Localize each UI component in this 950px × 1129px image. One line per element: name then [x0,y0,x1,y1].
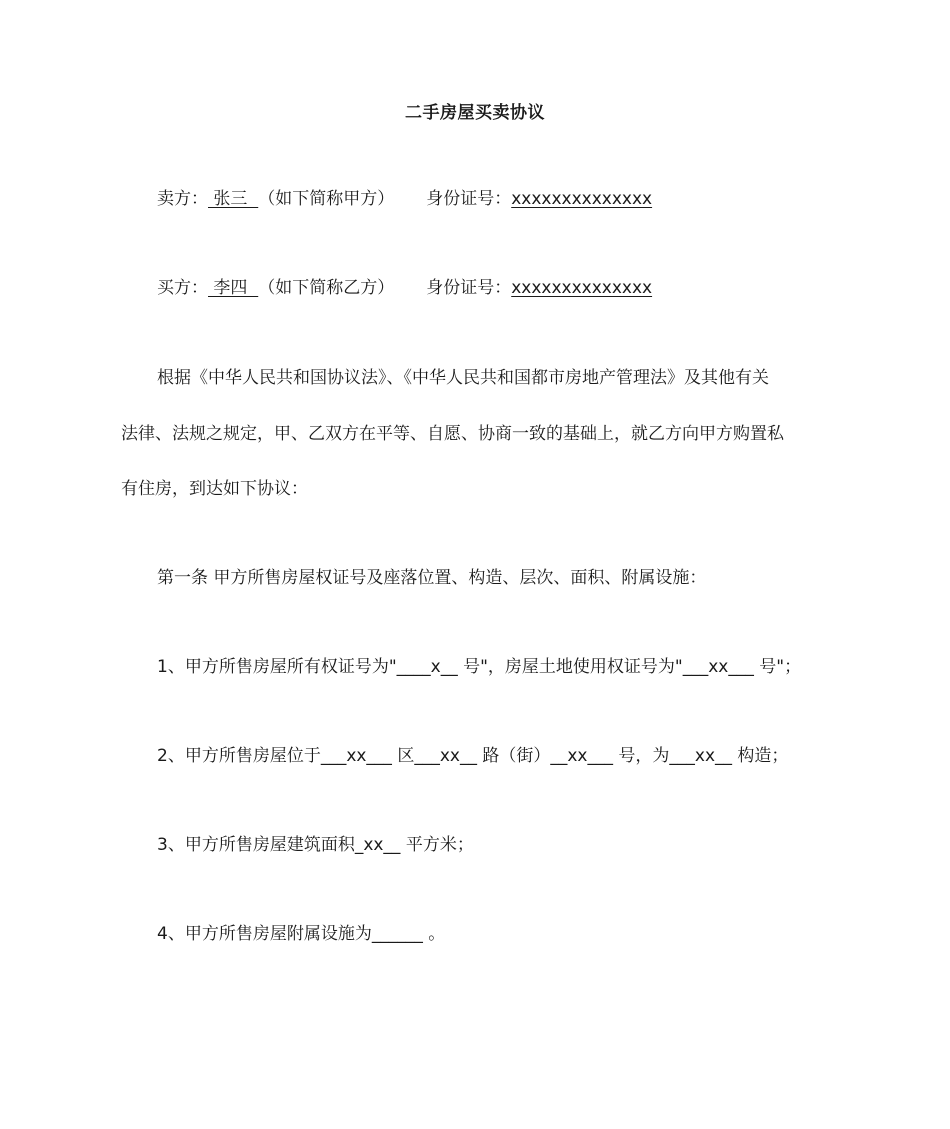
seller-line [157,187,652,211]
article1-heading: 第一条 甲方所售房屋权证号及座落位置、构造、层次、面积、附属设施： [157,568,707,588]
buyer-line [157,276,652,300]
buyer-id-value: xxxxxxxxxxxxxx [511,278,653,298]
seller-id-value: xxxxxxxxxxxxxx [511,189,653,209]
intro-line-3: 有住房，到达如下协议： [121,479,308,499]
document-title: 二手房屋买卖协议 [405,103,545,123]
buyer-id-label: 身份证号： [426,278,512,298]
buyer-name: 李四 [208,278,259,298]
seller-name: 张三 [208,189,259,209]
article1-item-3: 3、甲方所售房屋建筑面积_xx__ 平方米； [157,835,474,855]
buyer-label: 买方： [157,278,208,298]
seller-alias: （如下简称甲方） [258,189,395,209]
seller-label: 卖方： [157,189,208,209]
intro-line-1: 根据《中华人民共和国协议法》、《中华人民共和国都市房地产管理法》及其他有关 [157,368,769,388]
buyer-alias: （如下简称乙方） [258,278,395,298]
article1-item-2: 2、甲方所售房屋位于___xx___ 区___xx__ 路（街）__xx___ 号，为___xx__ 构造； [157,746,789,766]
article1-item-1: 1、甲方所售房屋所有权证号为"____x__ 号"，房屋土地使用权证号为"___xx___ 号"； [157,657,802,677]
seller-id-label: 身份证号： [426,189,512,209]
intro-line-2: 法律、法规之规定，甲、乙双方在平等、自愿、协商一致的基础上，就乙方向甲方购置私 [121,424,784,444]
article1-item-4: 4、甲方所售房屋附属设施为______ 。 [157,924,446,944]
